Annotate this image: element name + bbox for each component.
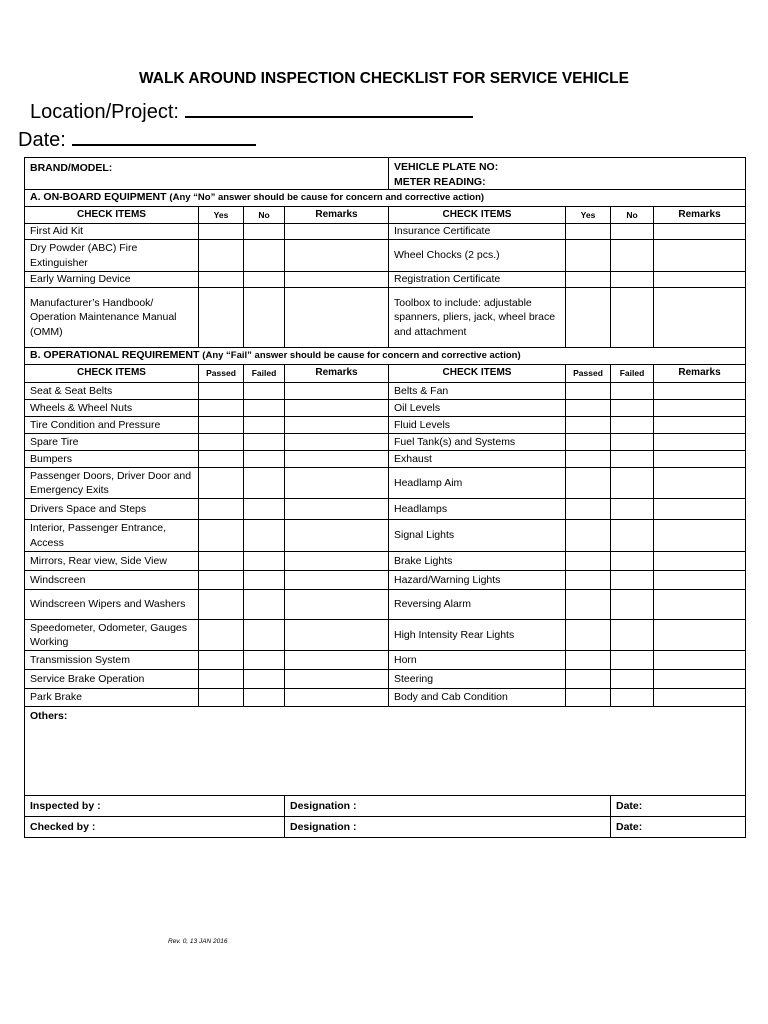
failed-cell[interactable] [611,400,654,417]
failed-cell[interactable] [244,552,285,571]
table-row [25,468,746,499]
others-cell[interactable] [25,707,746,796]
passed-cell[interactable] [199,383,244,400]
check-item: Body and Cab Condition [389,689,566,707]
vehicle-info-row [25,158,746,190]
remarks-cell[interactable] [285,272,389,288]
check-item: Interior, Passenger Entrance, Access [25,520,199,552]
passed-cell[interactable] [566,434,611,451]
col-no: No [244,207,285,224]
col-failed-right: Failed [611,365,654,383]
remarks-cell[interactable] [285,224,389,240]
check-item: Exhaust [389,451,566,468]
checked-designation-cell[interactable] [285,817,611,838]
no-cell[interactable] [611,288,654,348]
remarks-cell[interactable] [285,670,389,689]
failed-cell[interactable] [244,468,285,499]
no-cell[interactable] [244,240,285,272]
check-item: Windscreen Wipers and Washers [25,590,199,620]
passed-cell[interactable] [566,689,611,707]
remarks-cell[interactable] [654,571,746,590]
remarks-cell[interactable] [654,272,746,288]
passed-cell[interactable] [566,552,611,571]
remarks-cell[interactable] [654,590,746,620]
table-row [25,552,746,571]
remarks-cell[interactable] [285,499,389,520]
passed-cell[interactable] [199,670,244,689]
remarks-cell[interactable] [285,451,389,468]
table-row [25,434,746,451]
remarks-cell[interactable] [285,468,389,499]
passed-cell[interactable] [199,590,244,620]
page-title: WALK AROUND INSPECTION CHECKLIST FOR SERVICE VEHICLE [138,70,629,87]
failed-cell[interactable] [611,571,654,590]
check-item: Bumpers [25,451,199,468]
remarks-cell[interactable] [285,689,389,707]
remarks-cell[interactable] [654,520,746,552]
meter-reading-label: METER READING: [394,175,486,188]
table-row [25,400,746,417]
location-label: Location/Project: [30,101,179,123]
remarks-cell[interactable] [654,288,746,348]
check-item: High Intensity Rear Lights [389,620,566,651]
failed-cell[interactable] [611,468,654,499]
section-a-heading: A. ON-BOARD EQUIPMENT [30,191,167,204]
check-item: Tire Condition and Pressure [25,417,199,434]
check-item: Passenger Doors, Driver Door and Emergency Exits [25,468,199,499]
passed-cell[interactable] [566,520,611,552]
others-label: Others: [30,710,68,722]
table-row [25,590,746,620]
vehicle-plate-label: VEHICLE PLATE NO: [394,161,499,173]
check-item: Headlamps [389,499,566,520]
check-item: Signal Lights [389,520,566,552]
remarks-cell[interactable] [285,520,389,552]
failed-cell[interactable] [611,651,654,670]
check-item: Speedometer, Odometer, Gauges Working [25,620,199,651]
passed-cell[interactable] [566,468,611,499]
remarks-cell[interactable] [654,620,746,651]
passed-cell[interactable] [199,499,244,520]
check-item: First Aid Kit [25,224,199,240]
failed-cell[interactable] [611,520,654,552]
passed-cell[interactable] [199,689,244,707]
remarks-cell[interactable] [285,288,389,348]
no-cell[interactable] [611,240,654,272]
yes-cell[interactable] [566,224,611,240]
yes-cell[interactable] [199,288,244,348]
failed-cell[interactable] [244,434,285,451]
table-row [25,288,746,348]
passed-cell[interactable] [566,383,611,400]
check-item: Wheels & Wheel Nuts [25,400,199,417]
checked-by-cell[interactable] [25,817,285,838]
table-row [25,620,746,651]
failed-cell[interactable] [244,670,285,689]
failed-cell[interactable] [244,651,285,670]
date-label-sign: Date: [616,799,643,812]
passed-cell[interactable] [566,651,611,670]
remarks-cell[interactable] [285,552,389,571]
failed-cell[interactable] [244,590,285,620]
yes-cell[interactable] [199,224,244,240]
passed-cell[interactable] [199,552,244,571]
table-row [25,499,746,520]
failed-cell[interactable] [611,434,654,451]
col-remarks: Remarks [285,207,389,224]
failed-cell[interactable] [244,620,285,651]
check-item: Brake Lights [389,552,566,571]
failed-cell[interactable] [611,552,654,571]
passed-cell[interactable] [566,499,611,520]
checked-by-label: Checked by : [30,820,96,833]
failed-cell[interactable] [244,571,285,590]
check-item: Seat & Seat Belts [25,383,199,400]
table-row [25,571,746,590]
col-remarks: Remarks [285,365,389,383]
check-item: Dry Powder (ABC) Fire Extinguisher [25,240,199,272]
passed-cell[interactable] [566,400,611,417]
check-item: Park Brake [25,689,199,707]
section-b-heading: B. OPERATIONAL REQUIREMENT [30,349,200,362]
check-item: Insurance Certificate [389,224,566,240]
failed-cell[interactable] [611,590,654,620]
failed-cell[interactable] [244,451,285,468]
col-check-items-right: CHECK ITEMS [389,207,566,224]
remarks-cell[interactable] [285,417,389,434]
passed-cell[interactable] [566,571,611,590]
inspected-date-cell[interactable] [611,796,746,817]
col-no-right: No [611,207,654,224]
failed-cell[interactable] [244,400,285,417]
check-item: Oil Levels [389,400,566,417]
remarks-cell[interactable] [285,620,389,651]
table-row [25,417,746,434]
checked-date-cell[interactable] [611,817,746,838]
yes-cell[interactable] [566,288,611,348]
check-item: Spare Tire [25,434,199,451]
passed-cell[interactable] [199,520,244,552]
others-row [25,707,746,796]
check-item: Reversing Alarm [389,590,566,620]
vehicle-plate-cell[interactable] [389,158,746,190]
check-item: Headlamp Aim [389,468,566,499]
col-check-items: CHECK ITEMS [25,365,199,383]
passed-cell[interactable] [566,620,611,651]
remarks-cell[interactable] [654,434,746,451]
date-input-line[interactable] [72,127,256,146]
col-check-items: CHECK ITEMS [25,207,199,224]
check-item: Registration Certificate [389,272,566,288]
no-cell[interactable] [611,224,654,240]
section-a-heading-row [25,190,746,207]
date-label: Date: [18,129,66,151]
check-item: Drivers Space and Steps [25,499,199,520]
remarks-cell[interactable] [285,434,389,451]
remarks-cell[interactable] [654,451,746,468]
check-item: Fluid Levels [389,417,566,434]
check-item: Service Brake Operation [25,670,199,689]
remarks-cell[interactable] [285,651,389,670]
col-yes-right: Yes [566,207,611,224]
no-cell[interactable] [244,288,285,348]
checked-by-row [25,817,746,838]
remarks-cell[interactable] [654,400,746,417]
passed-cell[interactable] [566,451,611,468]
remarks-cell[interactable] [285,590,389,620]
yes-cell[interactable] [566,272,611,288]
passed-cell[interactable] [566,670,611,689]
failed-cell[interactable] [244,383,285,400]
table-row [25,240,746,272]
passed-cell[interactable] [199,400,244,417]
remarks-cell[interactable] [654,224,746,240]
location-input-line[interactable] [185,99,473,118]
remarks-cell[interactable] [285,240,389,272]
check-item: Wheel Chocks (2 pcs.) [389,240,566,272]
passed-cell[interactable] [199,451,244,468]
section-a-column-header [25,207,746,224]
section-b-column-header [25,365,746,383]
failed-cell[interactable] [244,417,285,434]
table-row [25,670,746,689]
yes-cell[interactable] [566,240,611,272]
failed-cell[interactable] [611,451,654,468]
section-b-heading-row [25,348,746,365]
remarks-cell[interactable] [654,670,746,689]
check-item: Manufacturer’s Handbook/ Operation Maintenance Manual (OMM) [25,288,199,348]
table-row [25,520,746,552]
passed-cell[interactable] [566,590,611,620]
passed-cell[interactable] [566,417,611,434]
col-failed: Failed [244,365,285,383]
col-remarks-right: Remarks [654,207,746,224]
remarks-cell[interactable] [285,400,389,417]
failed-cell[interactable] [611,383,654,400]
inspected-by-row [25,796,746,817]
revision-note: Rev. 0, 13 JAN 2016 [168,938,228,945]
passed-cell[interactable] [199,651,244,670]
inspected-designation-cell[interactable] [285,796,611,817]
check-item: Steering [389,670,566,689]
failed-cell[interactable] [244,499,285,520]
remarks-cell[interactable] [654,417,746,434]
table-row [25,383,746,400]
section-b-heading-cell [25,348,746,365]
table-row [25,272,746,288]
table-row [25,451,746,468]
remarks-cell[interactable] [654,499,746,520]
inspected-by-label: Inspected by : [30,799,101,812]
section-b-note: (Any “Fail” answer should be cause for concern and corrective action) [202,350,521,362]
check-item: Fuel Tank(s) and Systems [389,434,566,451]
brand-model-label: BRAND/MODEL: [30,162,113,174]
check-item: Windscreen [25,571,199,590]
check-item: Transmission System [25,651,199,670]
failed-cell[interactable] [244,520,285,552]
table-row [25,224,746,240]
yes-cell[interactable] [199,272,244,288]
no-cell[interactable] [244,272,285,288]
designation-label: Designation : [290,820,357,833]
remarks-cell[interactable] [654,240,746,272]
remarks-cell[interactable] [654,651,746,670]
check-item: Early Warning Device [25,272,199,288]
date-label-sign: Date: [616,820,643,833]
checklist-table [24,157,746,838]
check-item: Toolbox to include: adjustable spanners, pliers, jack, wheel brace and attachment [389,288,566,348]
check-item: Belts & Fan [389,383,566,400]
location-project-line [30,99,473,124]
remarks-cell[interactable] [285,383,389,400]
designation-label: Designation : [290,799,357,812]
yes-cell[interactable] [199,240,244,272]
failed-cell[interactable] [611,499,654,520]
failed-cell[interactable] [611,620,654,651]
check-item: Hazard/Warning Lights [389,571,566,590]
section-a-heading-cell [25,190,746,207]
col-check-items-right: CHECK ITEMS [389,365,566,383]
failed-cell[interactable] [611,417,654,434]
failed-cell[interactable] [244,689,285,707]
section-a-note: (Any “No” answer should be cause for concern and corrective action) [169,192,485,204]
passed-cell[interactable] [199,417,244,434]
remarks-cell[interactable] [654,689,746,707]
col-passed-right: Passed [566,365,611,383]
inspected-by-cell[interactable] [25,796,285,817]
remarks-cell[interactable] [654,552,746,571]
passed-cell[interactable] [199,571,244,590]
passed-cell[interactable] [199,434,244,451]
table-row [25,651,746,670]
col-passed: Passed [199,365,244,383]
failed-cell[interactable] [611,670,654,689]
failed-cell[interactable] [611,689,654,707]
col-remarks-right: Remarks [654,365,746,383]
remarks-cell[interactable] [654,383,746,400]
check-item: Horn [389,651,566,670]
table-row [25,689,746,707]
passed-cell[interactable] [199,620,244,651]
col-yes: Yes [199,207,244,224]
no-cell[interactable] [244,224,285,240]
passed-cell[interactable] [199,468,244,499]
check-item: Mirrors, Rear view, Side View [25,552,199,571]
date-line [18,127,256,152]
no-cell[interactable] [611,272,654,288]
brand-model-cell[interactable] [25,158,389,190]
remarks-cell[interactable] [285,571,389,590]
remarks-cell[interactable] [654,468,746,499]
